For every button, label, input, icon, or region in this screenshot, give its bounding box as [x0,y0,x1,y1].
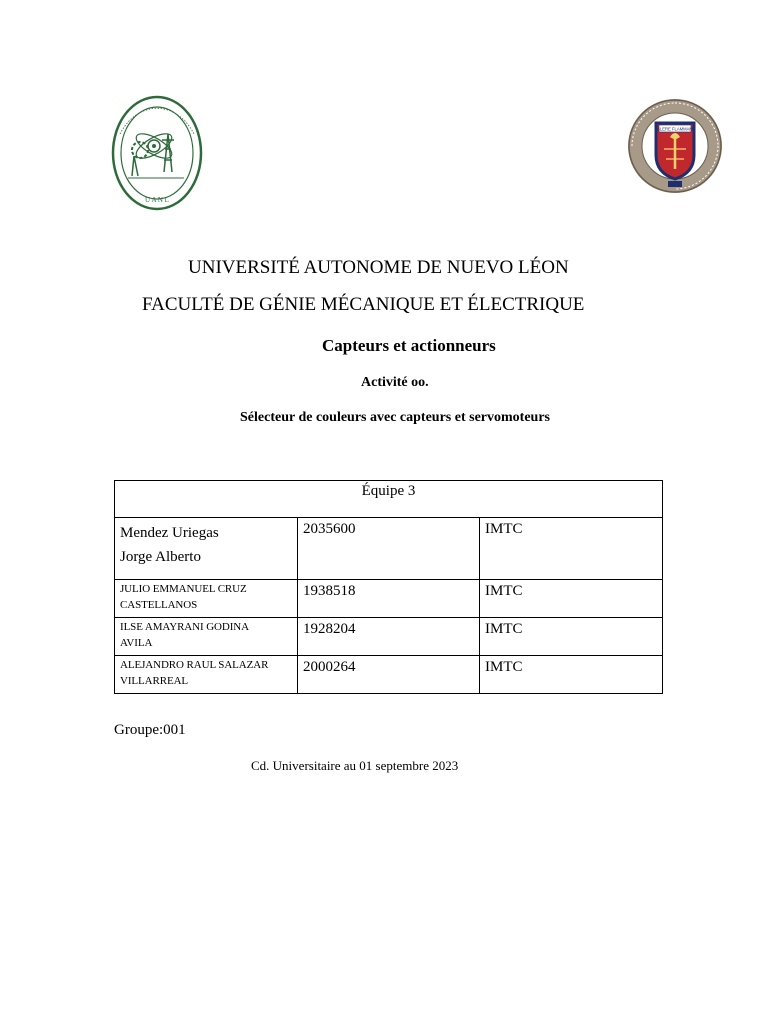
member-id: 1928204 [298,618,480,656]
member-program: IMTC [480,618,663,656]
member-name-line2: CASTELLANOS [120,599,198,611]
table-row [115,518,663,580]
member-id: 1938518 [298,580,480,618]
member-name-line2: Jorge Alberto [120,549,201,565]
member-name-line1: JULIO EMMANUEL CRUZ [120,583,247,595]
table-row [115,580,663,618]
member-name-line1: ILSE AMAYRANI GODINA [120,621,249,633]
member-name [115,656,298,694]
team-header-row [115,481,663,518]
fime-seal-icon [110,94,204,212]
member-program: IMTC [480,656,663,694]
member-name [115,580,298,618]
member-program: IMTC [480,518,663,580]
uanl-seal-icon [626,97,724,195]
activity-label: Activité oo. [361,375,429,390]
svg-text:ALERE FLAMMAM: ALERE FLAMMAM [657,126,693,132]
faculty-name: FACULTÉ DE GÉNIE MÉCANIQUE ET ÉLECTRIQUE [142,294,585,315]
member-name [115,618,298,656]
member-id: 2035600 [298,518,480,580]
course-title: Capteurs et actionneurs [322,336,496,355]
member-name-line2: VILLARREAL [120,675,189,687]
member-name [115,518,298,580]
team-table [114,480,663,694]
table-row [115,656,663,694]
member-name-line1: Mendez Uriegas [120,525,219,541]
city-date: Cd. Universitaire au 01 septembre 2023 [251,758,459,773]
member-id: 2000264 [298,656,480,694]
member-name-line2: AVILA [120,637,153,649]
table-row [115,618,663,656]
svg-text:U A N L: U A N L [145,196,169,204]
member-program: IMTC [480,580,663,618]
university-name: UNIVERSITÉ AUTONOME DE NUEVO LÉON [188,257,569,278]
project-title: Sélecteur de couleurs avec capteurs et servomoteurs [240,410,550,425]
team-title: Équipe 3 [115,481,663,518]
group-label: Groupe:001 [114,722,186,738]
member-name-line1: ALEJANDRO RAUL SALAZAR [120,659,269,671]
